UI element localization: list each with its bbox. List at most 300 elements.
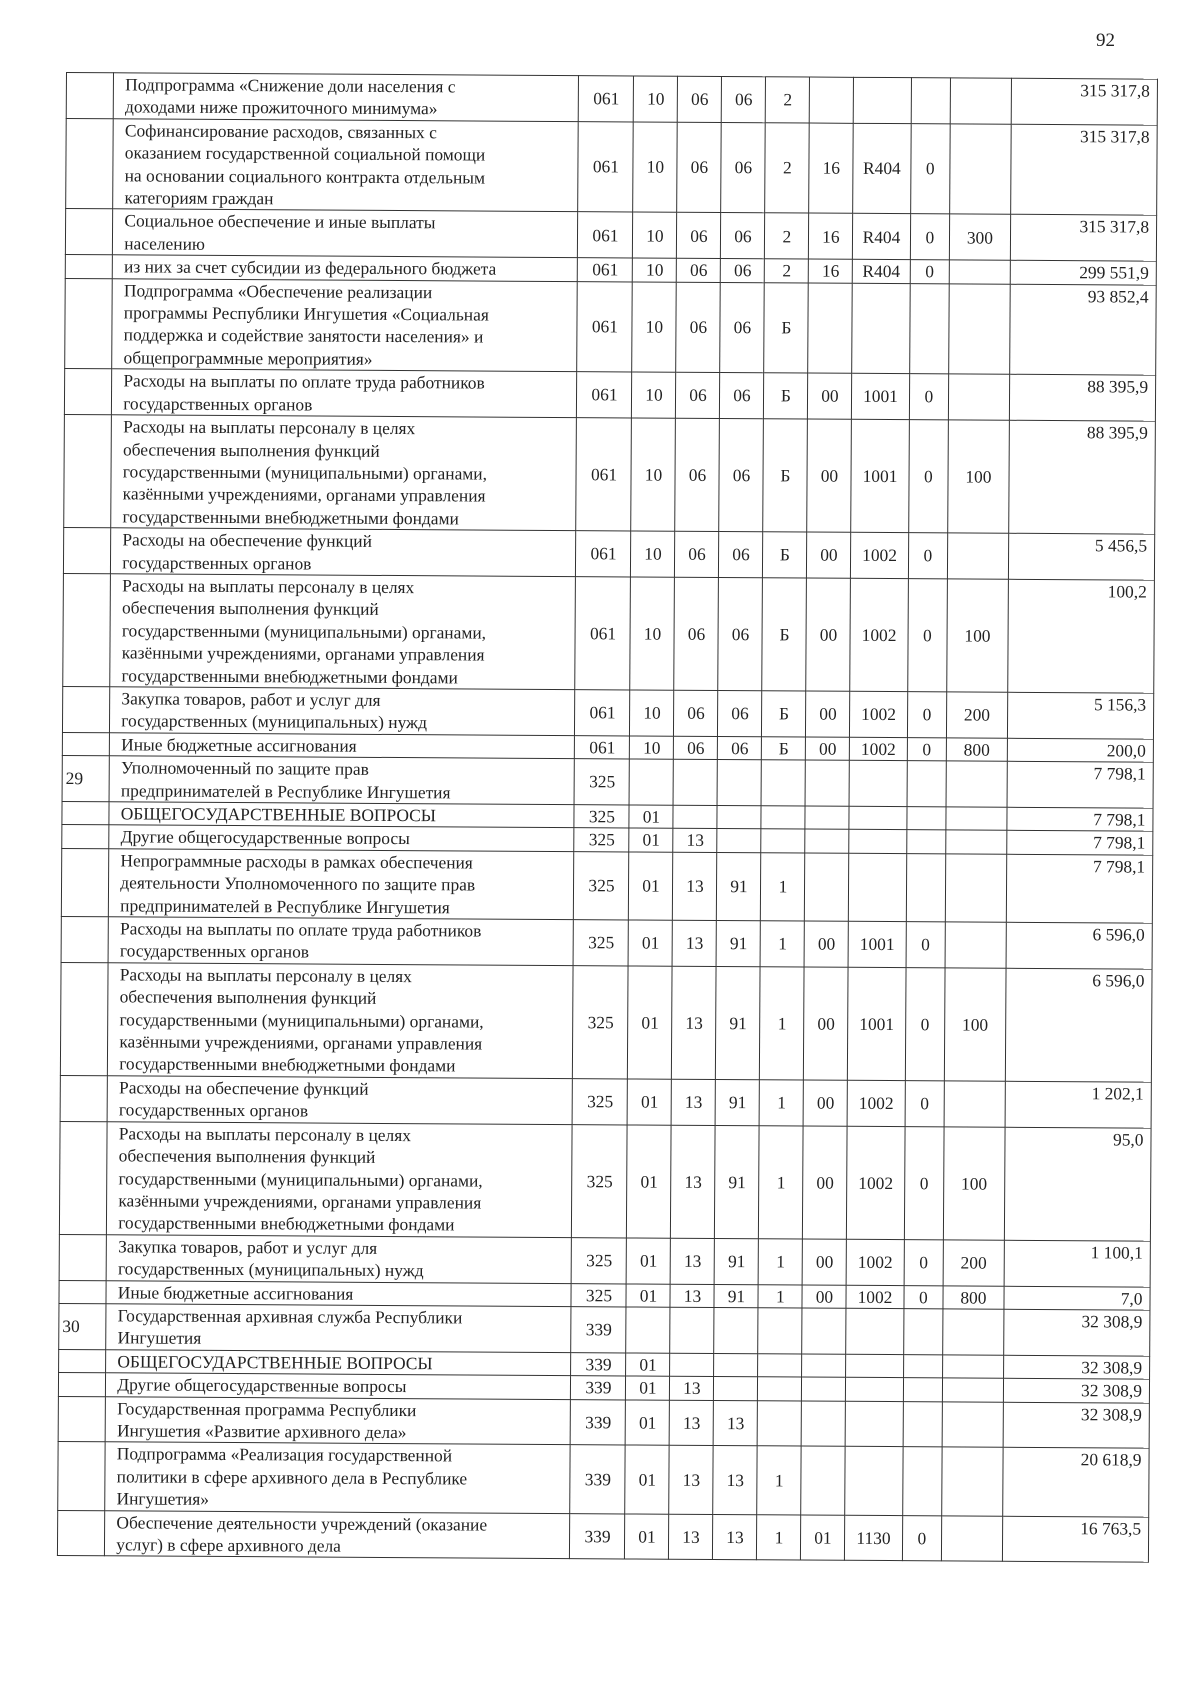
code-cell-5: 1 bbox=[760, 967, 805, 1080]
code-cell-2: 10 bbox=[631, 418, 676, 531]
code-cell-2: 10 bbox=[630, 736, 674, 760]
code-cell-5: 2 bbox=[765, 123, 810, 214]
amount-cell: 88 395,9 bbox=[1008, 420, 1155, 534]
code-cell-2: 01 bbox=[625, 1445, 669, 1513]
item-name-cell: Государственная архивная служба Республики Ингушетия bbox=[106, 1304, 571, 1353]
code-cell-6: 00 bbox=[804, 967, 849, 1080]
code-cell-4: 06 bbox=[719, 532, 763, 578]
code-cell-4: 06 bbox=[720, 282, 765, 373]
amount-cell: 32 308,9 bbox=[1003, 1402, 1150, 1449]
code-cell-2: 01 bbox=[628, 1079, 672, 1125]
code-cell-3: 06 bbox=[676, 282, 721, 373]
code-cell-3: 06 bbox=[678, 76, 722, 122]
code-cell-6 bbox=[805, 829, 849, 853]
row-number-cell bbox=[65, 255, 112, 279]
item-name-cell: Закупка товаров, работ и услуг для государственных (муниципальных) нужд bbox=[106, 1234, 571, 1283]
code-cell-9 bbox=[943, 1355, 1004, 1379]
code-cell-7 bbox=[846, 1354, 903, 1378]
code-cell-3: 06 bbox=[674, 577, 719, 690]
code-cell-3: 13 bbox=[670, 1376, 714, 1400]
code-cell-9: 100 bbox=[948, 420, 1009, 533]
code-cell-6: 00 bbox=[803, 1239, 847, 1285]
code-cell-7 bbox=[846, 1308, 903, 1354]
code-cell-5 bbox=[758, 1400, 802, 1446]
amount-cell: 6 596,0 bbox=[1006, 922, 1153, 969]
code-cell-7: 1002 bbox=[847, 1126, 905, 1239]
amount-cell: 1 100,1 bbox=[1004, 1240, 1151, 1287]
code-cell-4: 06 bbox=[718, 736, 762, 760]
code-cell-4 bbox=[714, 1307, 758, 1353]
item-name-cell: Софинансирование расходов, связанных с оказанием государственной социальной помощи на основании социального контракта отдельным категориям граждан bbox=[113, 119, 579, 212]
code-cell-3: 06 bbox=[675, 418, 720, 531]
code-cell-7: 1130 bbox=[845, 1515, 902, 1561]
code-cell-2: 01 bbox=[628, 966, 673, 1079]
code-cell-2: 01 bbox=[627, 1238, 671, 1284]
code-cell-1: 339 bbox=[571, 1307, 626, 1353]
code-cell-3: 06 bbox=[677, 258, 721, 282]
table-row bbox=[60, 1075, 1151, 1127]
amount-cell: 7 798,1 bbox=[1006, 831, 1152, 855]
code-cell-7 bbox=[849, 853, 907, 922]
code-cell-6 bbox=[808, 283, 853, 374]
code-cell-4: 91 bbox=[716, 921, 760, 967]
row-number-cell bbox=[63, 528, 111, 574]
code-cell-6: 00 bbox=[804, 921, 848, 967]
code-cell-5: Б bbox=[762, 578, 807, 691]
code-cell-5: Б bbox=[763, 532, 807, 578]
code-cell-1: 061 bbox=[576, 531, 631, 577]
code-cell-4 bbox=[717, 805, 761, 829]
table-row bbox=[61, 848, 1152, 923]
code-cell-5 bbox=[761, 829, 805, 853]
code-cell-7 bbox=[849, 806, 906, 830]
code-cell-4: 91 bbox=[715, 1238, 759, 1284]
row-number-cell bbox=[64, 369, 112, 415]
code-cell-1: 325 bbox=[574, 851, 629, 920]
row-number-cell bbox=[63, 573, 111, 686]
table-row bbox=[65, 278, 1157, 375]
code-cell-1: 325 bbox=[573, 965, 629, 1078]
code-cell-4 bbox=[714, 1353, 758, 1377]
code-cell-4 bbox=[714, 1377, 758, 1401]
code-cell-2: 01 bbox=[629, 828, 673, 852]
item-name-cell: Государственная программа Республики Ингушетия «Развитие архивного дела» bbox=[105, 1396, 570, 1445]
code-cell-5: 1 bbox=[759, 1238, 803, 1284]
code-cell-6: 01 bbox=[801, 1515, 845, 1561]
code-cell-9 bbox=[950, 78, 1011, 124]
code-cell-6 bbox=[802, 1308, 846, 1354]
code-cell-8 bbox=[903, 1309, 943, 1355]
code-cell-7 bbox=[846, 1377, 903, 1401]
item-name-cell: Расходы на выплаты по оплате труда работников государственных органов bbox=[108, 917, 573, 966]
code-cell-1: 325 bbox=[574, 828, 629, 852]
code-cell-7: 1002 bbox=[846, 1239, 903, 1285]
code-cell-3: 13 bbox=[673, 852, 717, 920]
code-cell-9 bbox=[944, 1081, 1005, 1127]
code-cell-3: 13 bbox=[670, 1284, 714, 1308]
code-cell-9 bbox=[943, 1378, 1004, 1402]
code-cell-1: 061 bbox=[578, 212, 633, 258]
row-number-cell bbox=[60, 1075, 108, 1121]
code-cell-9: 200 bbox=[947, 692, 1008, 738]
code-cell-3: 13 bbox=[671, 1238, 715, 1284]
code-cell-2: 10 bbox=[634, 76, 678, 122]
code-cell-6: 16 bbox=[809, 259, 853, 283]
code-cell-5: 1 bbox=[758, 1284, 802, 1308]
code-cell-5: 1 bbox=[757, 1514, 801, 1560]
code-cell-8: 0 bbox=[904, 1285, 944, 1309]
code-cell-8: 0 bbox=[902, 1515, 942, 1561]
code-cell-9 bbox=[946, 830, 1007, 854]
table-row bbox=[63, 528, 1154, 580]
table-row bbox=[60, 962, 1152, 1082]
code-cell-1: 325 bbox=[572, 1124, 628, 1237]
code-cell-7 bbox=[845, 1447, 903, 1516]
code-cell-9 bbox=[943, 1309, 1004, 1355]
code-cell-6: 00 bbox=[806, 578, 851, 691]
code-cell-4: 91 bbox=[715, 1125, 760, 1238]
code-cell-8 bbox=[906, 853, 946, 921]
code-cell-7 bbox=[846, 1401, 903, 1447]
code-cell-1: 061 bbox=[578, 258, 633, 282]
code-cell-5 bbox=[758, 1377, 802, 1401]
code-cell-7: 1002 bbox=[851, 532, 908, 578]
item-name-cell: Непрограммные расходы в рамках обеспечения деятельности Уполномоченного по защите прав предпринимателей в Республике Ингушетия bbox=[109, 849, 575, 920]
item-name-cell: Подпрограмма «Обеспечение реализации программы Республики Ингушетия «Социальная поддержка и содействие занятости населения» и общепрограммные мероприятия» bbox=[112, 278, 578, 371]
code-cell-1: 325 bbox=[575, 759, 630, 805]
row-number-cell bbox=[59, 1349, 106, 1373]
code-cell-7: 1002 bbox=[850, 691, 907, 737]
code-cell-3: 06 bbox=[677, 122, 722, 213]
code-cell-5: 1 bbox=[757, 1446, 801, 1514]
table-row bbox=[64, 415, 1156, 535]
item-name-cell: Обеспечение деятельности учреждений (оказание услуг) в сфере архивного дела bbox=[105, 1510, 570, 1559]
code-cell-6: 00 bbox=[802, 1285, 846, 1309]
amount-cell: 88 395,9 bbox=[1009, 375, 1156, 422]
code-cell-7: 1001 bbox=[851, 419, 909, 532]
code-cell-5 bbox=[758, 1354, 802, 1378]
row-number-cell bbox=[60, 962, 108, 1075]
code-cell-4: 91 bbox=[716, 1079, 760, 1125]
item-name-cell: Расходы на выплаты персоналу в целях обеспечения выполнения функций государственными (муниципальными) органами, казёнными учреждениями, органами управления государственными внебюджетными фондами bbox=[111, 415, 577, 531]
table-row bbox=[62, 756, 1153, 808]
code-cell-2: 01 bbox=[626, 1400, 670, 1446]
code-cell-8 bbox=[907, 761, 947, 807]
code-cell-8: 0 bbox=[904, 1239, 944, 1285]
code-cell-8: 0 bbox=[907, 737, 947, 761]
code-cell-5: Б bbox=[763, 419, 808, 532]
row-number-cell bbox=[66, 118, 114, 209]
code-cell-5: 2 bbox=[766, 77, 810, 123]
code-cell-1: 325 bbox=[574, 805, 629, 829]
page-number: 92 bbox=[1096, 30, 1115, 51]
amount-cell: 5 456,5 bbox=[1008, 533, 1155, 580]
code-cell-6: 00 bbox=[807, 532, 851, 578]
code-cell-1: 061 bbox=[575, 690, 630, 736]
code-cell-4 bbox=[717, 829, 761, 853]
code-cell-5: 2 bbox=[765, 259, 809, 283]
code-cell-4: 13 bbox=[713, 1514, 757, 1560]
code-cell-3: 06 bbox=[676, 373, 720, 419]
row-number-cell bbox=[58, 1396, 106, 1442]
code-cell-2: 10 bbox=[633, 258, 677, 282]
code-cell-3 bbox=[670, 1307, 714, 1353]
table-row bbox=[58, 1442, 1149, 1517]
code-cell-3: 13 bbox=[670, 1400, 714, 1446]
code-cell-2: 01 bbox=[627, 1125, 672, 1238]
amount-cell: 5 156,3 bbox=[1007, 692, 1154, 739]
item-name-cell: Другие общегосударственные вопросы bbox=[106, 1373, 571, 1399]
code-cell-7: R404 bbox=[853, 123, 911, 214]
code-cell-3: 13 bbox=[669, 1446, 713, 1514]
code-cell-6 bbox=[805, 853, 849, 921]
code-cell-3: 13 bbox=[673, 829, 717, 853]
code-cell-9 bbox=[942, 1447, 1003, 1516]
code-cell-4: 06 bbox=[720, 373, 764, 419]
item-name-cell: Расходы на выплаты персоналу в целях обеспечения выполнения функций государственными (муниципальными) органами, казёнными учреждениями, органами управления государственными внебюджетными фондами bbox=[110, 574, 576, 690]
code-cell-8: 0 bbox=[905, 967, 945, 1080]
code-cell-7 bbox=[854, 77, 911, 123]
code-cell-5 bbox=[758, 1308, 802, 1354]
item-name-cell: Расходы на обеспечение функций государственных органов bbox=[111, 528, 576, 577]
code-cell-5: 1 bbox=[761, 853, 805, 921]
code-cell-6: 00 bbox=[806, 737, 850, 761]
code-cell-9 bbox=[949, 260, 1010, 284]
code-cell-2: 01 bbox=[629, 805, 673, 829]
row-number-cell bbox=[57, 1510, 105, 1556]
code-cell-1: 061 bbox=[578, 121, 634, 212]
item-name-cell: Социальное обеспечение и иные выплаты населению bbox=[113, 209, 578, 258]
code-cell-1: 061 bbox=[576, 418, 632, 531]
item-name-cell: Уполномоченный по защите прав предпринимателей в Республике Ингушетия bbox=[109, 756, 574, 805]
item-name-cell: ОБЩЕГОСУДАРСТВЕННЫЕ ВОПРОСЫ bbox=[109, 802, 574, 828]
code-cell-8: 0 bbox=[907, 579, 947, 692]
amount-cell: 16 763,5 bbox=[1002, 1516, 1149, 1563]
table-row bbox=[63, 573, 1155, 693]
code-cell-7: 1002 bbox=[847, 1080, 904, 1126]
code-cell-8: 0 bbox=[910, 260, 950, 284]
code-cell-4: 06 bbox=[719, 419, 764, 532]
amount-cell: 7,0 bbox=[1004, 1286, 1150, 1310]
code-cell-3: 06 bbox=[677, 213, 721, 259]
code-cell-6 bbox=[805, 806, 849, 830]
code-cell-7 bbox=[849, 760, 906, 806]
code-cell-6: 00 bbox=[808, 373, 852, 419]
code-cell-6: 00 bbox=[803, 1126, 848, 1239]
code-cell-9 bbox=[946, 761, 1007, 807]
code-cell-6: 00 bbox=[803, 1080, 847, 1126]
table-row bbox=[66, 118, 1158, 215]
code-cell-2: 10 bbox=[630, 577, 675, 690]
code-cell-4: 13 bbox=[713, 1446, 757, 1514]
code-cell-5: 1 bbox=[759, 1080, 803, 1126]
row-number-cell bbox=[62, 686, 110, 732]
row-number-cell bbox=[58, 1442, 106, 1511]
code-cell-1: 061 bbox=[577, 281, 633, 372]
code-cell-9 bbox=[950, 124, 1011, 215]
code-cell-6: 16 bbox=[809, 213, 853, 259]
code-cell-2: 10 bbox=[632, 282, 677, 373]
code-cell-8: 0 bbox=[909, 374, 949, 420]
code-cell-4: 06 bbox=[718, 690, 762, 736]
code-cell-1: 061 bbox=[579, 76, 634, 122]
code-cell-9 bbox=[942, 1401, 1003, 1447]
code-cell-1: 325 bbox=[573, 1078, 628, 1124]
code-cell-8: 0 bbox=[904, 1126, 944, 1239]
code-cell-1: 061 bbox=[577, 372, 632, 418]
code-cell-1: 325 bbox=[571, 1283, 626, 1307]
amount-cell: 32 308,9 bbox=[1003, 1355, 1149, 1379]
code-cell-3: 06 bbox=[675, 531, 719, 577]
code-cell-8: 0 bbox=[908, 420, 948, 533]
code-cell-2: 10 bbox=[633, 122, 678, 213]
table-row bbox=[64, 369, 1155, 421]
code-cell-6 bbox=[802, 1354, 846, 1378]
amount-cell: 20 618,9 bbox=[1002, 1448, 1149, 1517]
code-cell-1: 339 bbox=[570, 1513, 625, 1559]
code-cell-1: 339 bbox=[571, 1376, 626, 1400]
code-cell-3: 06 bbox=[674, 690, 718, 736]
row-number-cell bbox=[58, 1373, 105, 1397]
table-row bbox=[58, 1396, 1149, 1448]
amount-cell: 7 798,1 bbox=[1007, 807, 1153, 831]
code-cell-9 bbox=[942, 1515, 1003, 1561]
code-cell-5 bbox=[761, 760, 805, 806]
code-cell-1: 339 bbox=[571, 1399, 626, 1445]
code-cell-9 bbox=[949, 284, 1010, 375]
amount-cell: 32 308,9 bbox=[1003, 1378, 1149, 1402]
code-cell-2: 01 bbox=[626, 1376, 670, 1400]
item-name-cell: Расходы на выплаты по оплате труда работников государственных органов bbox=[112, 369, 577, 418]
code-cell-6: 00 bbox=[807, 419, 852, 532]
amount-cell: 315 317,8 bbox=[1010, 215, 1157, 262]
code-cell-1: 061 bbox=[575, 735, 630, 759]
amount-cell: 1 202,1 bbox=[1005, 1081, 1152, 1128]
row-number-cell: 30 bbox=[59, 1303, 107, 1349]
table-body bbox=[57, 73, 1157, 1563]
code-cell-6 bbox=[805, 760, 849, 806]
amount-cell: 299 551,9 bbox=[1010, 261, 1156, 285]
code-cell-9 bbox=[945, 854, 1006, 923]
table-row bbox=[59, 1303, 1150, 1355]
code-cell-9: 300 bbox=[950, 214, 1011, 260]
budget-table bbox=[57, 72, 1158, 1563]
row-number-cell: 29 bbox=[62, 756, 110, 802]
code-cell-3: 13 bbox=[673, 920, 717, 966]
code-cell-6: 00 bbox=[806, 691, 850, 737]
code-cell-4: 06 bbox=[722, 77, 766, 123]
code-cell-4: 06 bbox=[721, 213, 765, 259]
code-cell-2: 10 bbox=[632, 372, 676, 418]
table-row bbox=[61, 917, 1152, 969]
item-name-cell: Иные бюджетные ассигнования bbox=[106, 1280, 571, 1306]
row-number-cell bbox=[59, 1280, 106, 1304]
code-cell-8: 0 bbox=[905, 1081, 945, 1127]
code-cell-2: 01 bbox=[626, 1353, 670, 1377]
code-cell-2: 01 bbox=[625, 1514, 669, 1560]
code-cell-3 bbox=[673, 759, 717, 805]
code-cell-5: Б bbox=[764, 282, 809, 373]
code-cell-2: 01 bbox=[629, 852, 673, 920]
item-name-cell: Расходы на обеспечение функций государственных органов bbox=[107, 1076, 572, 1125]
amount-cell: 315 317,8 bbox=[1010, 124, 1157, 216]
code-cell-5: 1 bbox=[759, 1125, 804, 1238]
amount-cell: 7 798,1 bbox=[1007, 761, 1154, 808]
code-cell-8: 0 bbox=[908, 533, 948, 579]
amount-cell: 95,0 bbox=[1004, 1127, 1151, 1241]
code-cell-5 bbox=[761, 806, 805, 830]
amount-cell: 6 596,0 bbox=[1005, 968, 1152, 1082]
code-cell-4: 91 bbox=[716, 966, 761, 1079]
amount-cell: 200,0 bbox=[1007, 738, 1153, 762]
code-cell-8 bbox=[903, 1401, 943, 1447]
code-cell-6 bbox=[810, 77, 854, 123]
code-cell-8 bbox=[911, 78, 951, 124]
row-number-cell bbox=[62, 732, 109, 756]
code-cell-2: 10 bbox=[633, 212, 677, 258]
row-number-cell bbox=[62, 801, 109, 825]
code-cell-4: 13 bbox=[714, 1400, 758, 1446]
code-cell-7: 1002 bbox=[846, 1285, 903, 1309]
code-cell-7: 1002 bbox=[850, 578, 908, 691]
code-cell-3 bbox=[673, 805, 717, 829]
item-name-cell: Расходы на выплаты персоналу в целях обеспечения выполнения функций государственными (муниципальными) органами, казёнными учреждениями, органами управления государственными внебюджетными фондами bbox=[108, 963, 574, 1079]
amount-cell: 7 798,1 bbox=[1006, 854, 1153, 923]
code-cell-2: 10 bbox=[631, 531, 675, 577]
row-number-cell bbox=[59, 1121, 107, 1234]
code-cell-8 bbox=[909, 283, 949, 374]
code-cell-7: 1001 bbox=[852, 374, 909, 420]
table-row bbox=[59, 1234, 1150, 1286]
table-row bbox=[57, 1510, 1148, 1562]
table-row bbox=[65, 209, 1156, 261]
code-cell-4: 06 bbox=[721, 259, 765, 283]
item-name-cell: Подпрограмма «Реализация государственной политики в сфере архивного дела в Республике Ингушетия» bbox=[105, 1442, 571, 1513]
row-number-cell bbox=[59, 1234, 107, 1280]
row-number-cell bbox=[65, 278, 113, 369]
code-cell-2 bbox=[630, 759, 674, 805]
code-cell-4: 06 bbox=[718, 577, 763, 690]
code-cell-9: 200 bbox=[943, 1240, 1004, 1286]
table-row bbox=[59, 1121, 1151, 1241]
code-cell-3: 13 bbox=[672, 1079, 716, 1125]
row-number-cell bbox=[64, 415, 112, 528]
code-cell-8 bbox=[903, 1354, 943, 1378]
code-cell-1: 325 bbox=[572, 1237, 627, 1283]
code-cell-5: 2 bbox=[765, 213, 809, 259]
row-number-cell bbox=[62, 825, 109, 849]
code-cell-3: 06 bbox=[674, 736, 718, 760]
item-name-cell: ОБЩЕГОСУДАРСТВЕННЫЕ ВОПРОСЫ bbox=[106, 1350, 571, 1376]
code-cell-3: 13 bbox=[669, 1514, 713, 1560]
code-cell-9 bbox=[948, 533, 1009, 579]
code-cell-1: 325 bbox=[574, 920, 629, 966]
code-cell-9 bbox=[946, 807, 1007, 831]
code-cell-3 bbox=[670, 1353, 714, 1377]
code-cell-7 bbox=[849, 830, 906, 854]
amount-cell: 32 308,9 bbox=[1003, 1309, 1150, 1356]
row-number-cell bbox=[66, 73, 114, 119]
item-name-cell: Расходы на выплаты персоналу в целях обеспечения выполнения функций государственными (муниципальными) органами, казёнными учреждениями, органами управления государственными внебюджетными фондами bbox=[107, 1121, 573, 1237]
code-cell-6 bbox=[802, 1377, 846, 1401]
item-name-cell: из них за счет субсидии из федерального бюджета bbox=[113, 255, 578, 281]
amount-cell: 100,2 bbox=[1007, 579, 1154, 693]
code-cell-8: 0 bbox=[910, 123, 950, 214]
code-cell-6 bbox=[802, 1401, 846, 1447]
code-cell-7: 1001 bbox=[848, 921, 905, 967]
code-cell-1: 339 bbox=[571, 1352, 626, 1376]
table-row bbox=[66, 73, 1157, 125]
